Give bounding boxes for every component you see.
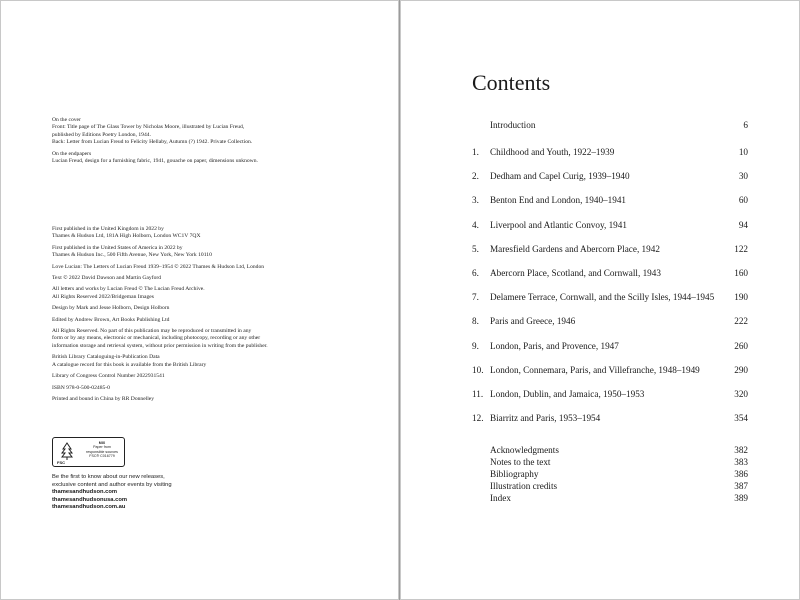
- imprint-paragraph: [52, 264, 352, 271]
- publisher-footer: [52, 474, 352, 516]
- toc-title: Childhood and Youth, 1922–1939: [490, 147, 615, 157]
- imprint-line: Library of Congress Control Number 2022931541: [52, 373, 165, 380]
- toc-row-chapter[interactable]: [472, 365, 748, 377]
- toc-title: Bibliography: [490, 469, 539, 479]
- toc-row-introduction[interactable]: [472, 120, 748, 132]
- imprint-paragraph: [52, 245, 352, 260]
- toc-page: 387: [734, 481, 748, 491]
- footer-url[interactable]: thamesandhudson.com.au: [52, 504, 126, 511]
- toc-page: 30: [738, 171, 748, 182]
- toc-row-chapter[interactable]: [472, 316, 748, 328]
- toc-title: Dedham and Capel Curig, 1939–1940: [490, 171, 630, 182]
- toc-row-back-matter[interactable]: [472, 445, 748, 456]
- toc-page: 260: [734, 340, 748, 351]
- toc-row-chapter[interactable]: [472, 292, 748, 304]
- toc-row-chapter[interactable]: [472, 389, 748, 401]
- imprint-paragraph: [52, 286, 352, 301]
- toc-title: Paris and Greece, 1946: [490, 316, 576, 327]
- cover-line: Back: Letter from Lucian Freud to Felicity Hellaby, Autumn (?) 1942. Private Collection.: [52, 139, 253, 146]
- toc-row-chapter[interactable]: [472, 195, 748, 207]
- toc-page: 389: [734, 493, 748, 503]
- fsc-logo-text: FSC: [57, 460, 65, 465]
- toc-page: 354: [734, 413, 748, 424]
- fsc-code: FSC® C016779: [89, 454, 115, 459]
- imprint-line: Edited by Andrew Brown, Art Books Publishing Ltd: [52, 316, 170, 323]
- right-page: [400, 0, 800, 600]
- imprint-line: Printed and bound in China by RR Donnelley: [52, 395, 155, 402]
- toc-row-back-matter[interactable]: [472, 481, 748, 492]
- toc-number: 8.: [472, 316, 479, 327]
- toc-page: 320: [734, 389, 748, 399]
- toc-title: Maresfield Gardens and Abercorn Place, 1942: [490, 243, 660, 254]
- imprint-line: Love Lucian: The Letters of Lucian Freud 1939–1954 © 2022 Thames & Hudson Ltd, London: [52, 263, 265, 270]
- toc-page: 222: [734, 316, 748, 327]
- imprint-line: All Rights Reserved 2022/Bridgeman Images: [52, 293, 154, 300]
- toc-title: Introduction: [490, 120, 536, 130]
- imprint-paragraph: [52, 305, 352, 312]
- toc-title: Acknowledgments: [490, 445, 559, 455]
- imprint-paragraph: [52, 354, 352, 369]
- cover-heading: On the cover: [52, 117, 81, 123]
- toc-page: 94: [738, 219, 748, 230]
- toc-title: London, Dublin, and Jamaica, 1950–1953: [490, 389, 645, 399]
- toc-page: 290: [734, 364, 748, 375]
- fsc-label: [52, 437, 125, 467]
- toc-page: 160: [734, 268, 748, 278]
- toc-row-chapter[interactable]: [472, 171, 748, 183]
- toc-title: Liverpool and Atlantic Convoy, 1941: [490, 219, 627, 230]
- toc-row-chapter[interactable]: [472, 244, 748, 256]
- cover-line: Front: Title page of The Glass Tower by Nicholas Moore, illustrated by Lucian Freud,: [52, 124, 245, 131]
- toc-page: 122: [734, 243, 748, 254]
- imprint-paragraph: [52, 317, 352, 324]
- toc-page: 10: [738, 147, 748, 157]
- toc-number: 11.: [472, 389, 484, 399]
- toc-number: 1.: [472, 147, 479, 157]
- imprint-block: [52, 226, 352, 407]
- toc-row-back-matter[interactable]: [472, 457, 748, 468]
- imprint-line: First published in the United States of America in 2022 by: [52, 244, 183, 251]
- toc-page: 6: [743, 120, 748, 130]
- toc-title: Illustration credits: [490, 481, 558, 491]
- imprint-paragraph: [52, 226, 352, 241]
- fsc-details: [81, 441, 123, 459]
- cover-line: published by Editions Poetry London, 1944.: [52, 131, 151, 138]
- toc-title: Abercorn Place, Scotland, and Cornwall, 1943: [490, 268, 661, 278]
- imprint-line: form or by any means, electronic or mechanical, including photocopy, recording or any other: [52, 335, 261, 342]
- toc-title: Delamere Terrace, Cornwall, and the Scilly Isles, 1944–1945: [490, 292, 715, 303]
- toc-number: 10.: [472, 364, 484, 375]
- toc-title: London, Connemara, Paris, and Villefranche, 1948–1949: [490, 364, 700, 375]
- imprint-line: All Rights Reserved. No part of this publication may be reproduced or transmitted in any: [52, 328, 252, 335]
- fsc-mix: MIX: [98, 441, 106, 445]
- toc-number: 7.: [472, 292, 479, 303]
- endpapers-line: Lucian Freud, design for a furnishing fabric, 1941, gouache on paper, dimensions unknown.: [52, 158, 258, 165]
- toc-row-chapter[interactable]: [472, 268, 748, 280]
- toc-page: 190: [734, 292, 748, 303]
- imprint-line: Thames & Hudson Ltd, 181A High Holborn, London WC1V 7QX: [52, 233, 201, 240]
- imprint-line: Text © 2022 David Dawson and Martin Gayford: [52, 275, 162, 282]
- imprint-paragraph: [52, 275, 352, 282]
- contents-title: Contents: [472, 70, 551, 95]
- toc-title: Notes to the text: [490, 457, 551, 467]
- cover-credits: [52, 117, 352, 169]
- toc-number: 2.: [472, 171, 479, 182]
- endpapers-heading: On the endpapers: [52, 150, 92, 157]
- imprint-line: information storage and retrieval system, without prior permission in writing from the publisher.: [52, 342, 268, 349]
- imprint-paragraph: [52, 373, 352, 380]
- toc-row-chapter[interactable]: [472, 220, 748, 232]
- toc-number: 3.: [472, 195, 479, 206]
- toc-number: 6.: [472, 268, 479, 278]
- imprint-line: Thames & Hudson Inc., 500 Fifth Avenue, New York, New York 10110: [52, 252, 212, 259]
- toc-number: 12.: [472, 413, 484, 424]
- toc-row-back-matter[interactable]: [472, 469, 748, 480]
- footer-url[interactable]: thamesandhudsonusa.com: [52, 496, 128, 503]
- fsc-line: Paper from: [93, 445, 111, 450]
- toc-title: Benton End and London, 1940–1941: [490, 195, 627, 206]
- imprint-line: A catalogue record for this book is available from the British Library: [52, 361, 207, 368]
- imprint-line: Design by Mark and Jesse Holborn, Design Holborn: [52, 305, 170, 312]
- imprint-line: ISBN 978-0-500-02485-0: [52, 384, 110, 391]
- toc-row-chapter[interactable]: [472, 413, 748, 425]
- footer-line: Be the first to know about our new releases,: [52, 474, 165, 480]
- footer-url[interactable]: thamesandhudson.com: [52, 489, 118, 496]
- imprint-paragraph: [52, 328, 352, 350]
- toc-row-chapter[interactable]: [472, 341, 748, 353]
- toc-row-back-matter[interactable]: [472, 493, 748, 504]
- toc-number: 5.: [472, 243, 479, 254]
- fsc-line: responsible sources: [86, 449, 118, 454]
- toc-number: 9.: [472, 340, 479, 351]
- toc-page: 383: [734, 457, 748, 467]
- imprint-line: First published in the United Kingdom in 2022 by: [52, 226, 164, 232]
- imprint-paragraph: [52, 385, 352, 392]
- toc-page: 382: [734, 445, 748, 455]
- imprint-line: All letters and works by Lucian Freud © The Lucian Freud Archive.: [52, 286, 205, 293]
- toc-page: 386: [734, 469, 748, 479]
- toc-number: 4.: [472, 219, 479, 230]
- toc-title: Biarritz and Paris, 1953–1954: [490, 413, 601, 424]
- toc-title: Index: [490, 493, 511, 503]
- footer-line: exclusive content and author events by visiting: [52, 481, 172, 488]
- imprint-line: British Library Cataloguing-in-Publication Data: [52, 354, 160, 361]
- toc-row-chapter[interactable]: [472, 147, 748, 159]
- imprint-paragraph: [52, 396, 352, 403]
- toc-page: 60: [738, 195, 748, 206]
- toc-title: London, Paris, and Provence, 1947: [490, 340, 619, 351]
